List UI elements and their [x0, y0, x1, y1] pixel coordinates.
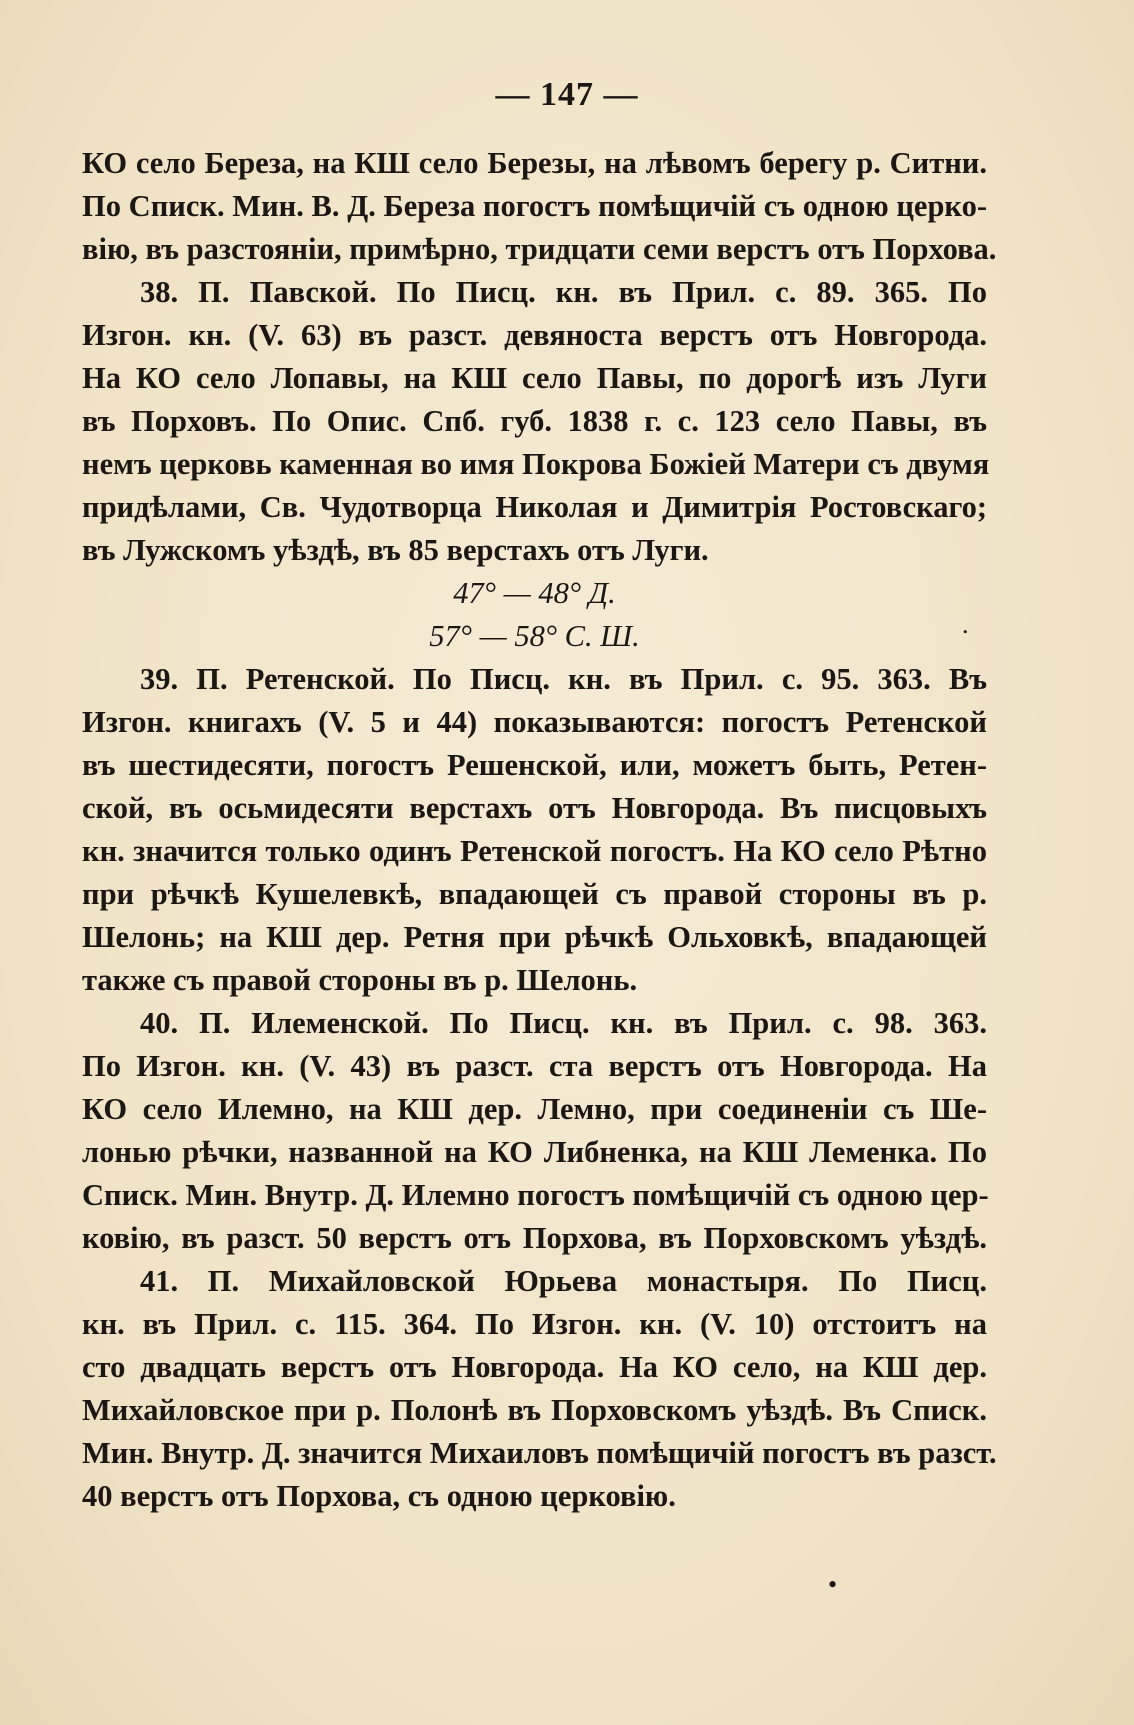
stray-mark: . [962, 610, 969, 639]
text-line: въ Порховъ. По Опис. Спб. губ. 1838 г. с. 123 село Павы, въ [82, 404, 987, 438]
stray-mark: • [828, 1570, 838, 1599]
text-line: На КО село Лопавы, на КШ село Павы, по дорогѣ изъ Луги [82, 361, 987, 395]
text-line: КО село Илемно, на КШ дер. Лемно, при соединеніи съ Ше- [82, 1092, 987, 1126]
text-line: Изгон. книгахъ (V. 5 и 44) показываются: погостъ Ретенской [82, 705, 987, 739]
text-line: 40 верстъ отъ Порхова, съ одною церковію. [82, 1479, 676, 1513]
page-number: — 147 — [495, 76, 639, 113]
text-line: при рѣчкѣ Кушелевкѣ, впадающей съ правой стороны въ р. [82, 877, 987, 911]
text-line: КО село Береза, на КШ село Березы, на лѣвомъ берегу р. Ситни. [82, 146, 987, 180]
text-line: кн. значится только одинъ Ретенской погостъ. На КО село Рѣтно [82, 834, 987, 868]
text-line: въ Лужскомъ уѣздѣ, въ 85 верстахъ отъ Луги. [82, 533, 709, 567]
text-body [82, 142, 997, 1518]
text-line: въ шестидесяти, погостъ Решенской, или, можетъ быть, Ретен- [82, 748, 987, 782]
text-line: лонью рѣчки, названной на КО Либненка, на КШ Леменка. По [82, 1135, 987, 1169]
text-line: вію, въ разстояніи, примѣрно, тридцати семи верстъ отъ Порхова. [82, 232, 997, 266]
text-line: Михайловское при р. Полонѣ въ Порховскомъ уѣздѣ. Въ Списк. [82, 1393, 987, 1427]
text-line: Списк. Мин. Внутр. Д. Илемно погостъ помѣщичій съ одною цер- [82, 1178, 989, 1212]
text-line: 41. П. Михайловской Юрьева монастыря. По Писц. [140, 1264, 987, 1298]
text-line: придѣлами, Св. Чудотворца Николая и Димитрія Ростовскаго; [82, 490, 987, 524]
text-line: 39. П. Ретенской. По Писц. кн. въ Прил. с. 95. 363. Въ [140, 662, 987, 696]
text-line: кн. въ Прил. с. 115. 364. По Изгон. кн. (V. 10) отстоитъ на [82, 1307, 987, 1341]
text-line: немъ церковь каменная во имя Покрова Божіей Матери съ двумя [82, 447, 990, 481]
text-line: Мин. Внутр. Д. значится Михаиловъ помѣщичій погостъ въ разст. [82, 1436, 997, 1470]
text-line: сто двадцать верстъ отъ Новгорода. На КО село, на КШ дер. [82, 1350, 987, 1384]
text-line: ковію, въ разст. 50 верстъ отъ Порхова, въ Порховскомъ уѣздѣ. [82, 1221, 987, 1255]
text-line: Шелонь; на КШ дер. Ретня при рѣчкѣ Ольховкѣ, впадающей [82, 920, 987, 954]
text-line: 40. П. Илеменской. По Писц. кн. въ Прил. с. 98. 363. [140, 1006, 987, 1040]
text-line: ской, въ осьмидесяти верстахъ отъ Новгорода. Въ писцовыхъ [82, 791, 987, 825]
text-line: Изгон. кн. (V. 63) въ разст. девяноста верстъ отъ Новгорода. [82, 318, 987, 352]
text-line: 57° — 58° С. Ш. [429, 619, 640, 653]
text-line: 38. П. Павской. По Писц. кн. въ Прил. с. 89. 365. По [140, 275, 987, 309]
text-line: также съ правой стороны въ р. Шелонь. [82, 963, 638, 997]
text-line: 47° — 48° Д. [453, 576, 616, 610]
text-line: По Изгон. кн. (V. 43) въ разст. ста верстъ отъ Новгорода. На [82, 1049, 987, 1083]
text-line: По Списк. Мин. В. Д. Береза погостъ помѣщичій съ одною церко- [82, 189, 987, 223]
